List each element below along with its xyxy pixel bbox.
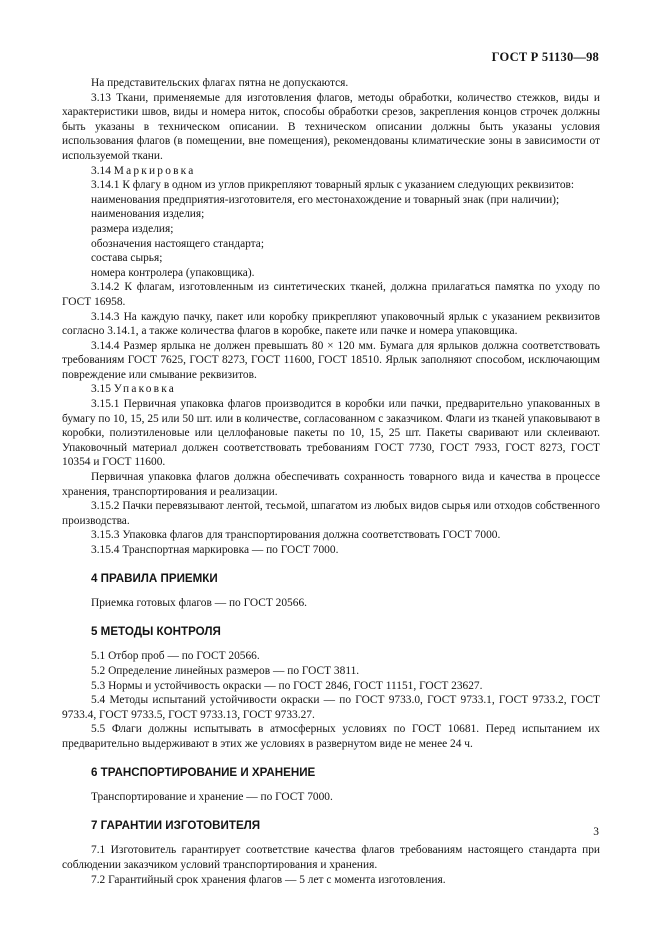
paragraph-3-14-1: 3.14.1 К флагу в одном из углов прикрепляют товарный ярлык с указанием следующих реквизитов: — [91, 179, 575, 192]
list-item: наименования изделия; — [91, 208, 205, 221]
subsection-number: 3.15 — [91, 383, 111, 396]
paragraph-3-15-4: 3.15.4 Транспортная маркировка — по ГОСТ 7000. — [91, 544, 339, 556]
paragraph: На представительских флагах пятна не допускаются. — [91, 77, 349, 89]
list-item: обозначения настоящего стандарта; — [91, 237, 265, 250]
paragraph-3-15-1: 3.15.1 Первичная упаковка флагов производится в коробки или пачки, предварительно упакованных в бумагу по 10, 15, 25 или 50 шт. или в количестве, согласованном с заказчиком. Флаги из тканей упаковывают в коробки, полиэтиленовые или целлофановые пакеты по 10, 15, 25 шт. Пакеты сваривают или склеивают. Упаковочный материал должен соответствовать требованиям ГОСТ 7730, ГОСТ 7933, ГОСТ 8273, ГОСТ 10354 и ГОСТ 11600. — [62, 398, 600, 469]
section-6-heading: 6 ТРАНСПОРТИРОВАНИЕ И ХРАНЕНИЕ — [91, 765, 316, 779]
paragraph-7-1: 7.1 Изготовитель гарантирует соответствие качества флагов требованиям настоящего стандарта при соблюдении заказчиком условий транспортирования и хранения. — [62, 844, 600, 871]
paragraph-5-1: 5.1 Отбор проб — по ГОСТ 20566. — [91, 650, 260, 663]
paragraph-7-2: 7.2 Гарантийный срок хранения флагов — 5 лет с момента изготовления. — [91, 873, 446, 886]
page-number: 3 — [593, 826, 599, 838]
list-item: состава сырья; — [91, 252, 163, 265]
document-header: ГОСТ Р 51130—98 — [491, 50, 599, 64]
paragraph-3-15-3: 3.15.3 Упаковка флагов для транспортирования должна соответствовать ГОСТ 7000. — [91, 529, 501, 542]
section-5-heading: 5 МЕТОДЫ КОНТРОЛЯ — [91, 624, 221, 638]
paragraph-3-14-3: 3.14.3 На каждую пачку, пакет или коробку прикрепляют упаковочный ярлык с указанием реквизитов согласно 3.14.1, а также количества флагов в коробке, пакете или пачке и номера упаковщика. — [62, 310, 600, 338]
list-item: номера контролера (упаковщика). — [91, 266, 255, 279]
subsection-title: Упаковка — [113, 383, 177, 396]
paragraph-3-14-2: 3.14.2 К флагам, изготовленным из синтетических тканей, должна прилагаться памятка по уходу по ГОСТ 16958. — [62, 281, 600, 308]
list-item: наименования предприятия-изготовителя, его местонахождение и товарный знак (при наличии); — [91, 193, 560, 206]
subsection-number: 3.14 — [91, 164, 111, 177]
paragraph-3-15-2: 3.15.2 Пачки перевязывают лентой, тесьмой, шпагатом из любых видов сырья или отходов собственного производства. — [62, 500, 600, 527]
paragraph-5-2: 5.2 Определение линейных размеров — по ГОСТ 3811. — [91, 664, 360, 677]
paragraph-5-4: 5.4 Методы испытаний устойчивости окраски — по ГОСТ 9733.0, ГОСТ 9733.1, ГОСТ 9733.2, ГОСТ 9733.4, ГОСТ 9733.5, ГОСТ 9733.13, ГОСТ 9733.27. — [62, 694, 600, 721]
paragraph-4: Приемка готовых флагов — по ГОСТ 20566. — [91, 597, 307, 610]
paragraph-3-14-4: 3.14.4 Размер ярлыка не должен превышать 80 × 120 мм. Бумага для ярлыков должна соответствовать требованиям ГОСТ 7625, ГОСТ 8273, ГОСТ 11600, ГОСТ 18510. Ярлык заполняют способом, исключающим повреждение или смывание реквизитов. — [62, 339, 600, 381]
subsection-3-15-heading — [62, 382, 600, 397]
document-body — [62, 76, 600, 887]
list-item: размера изделия; — [91, 222, 174, 235]
subsection-title: Маркировка — [113, 164, 196, 177]
subsection-3-14-heading — [62, 164, 600, 179]
paragraph-3-15-1-continued: Первичная упаковка флагов должна обеспечивать сохранность товарного вида и качества в процессе хранения, транспортирования и реализации. — [62, 471, 600, 498]
paragraph-5-5: 5.5 Флаги должны испытывать в атмосферных условиях по ГОСТ 10681. Перед испытанием их предварительно выдерживают в этих же условиях в развернутом виде не менее 24 ч. — [62, 723, 600, 750]
paragraph-6: Транспортирование и хранение — по ГОСТ 7000. — [91, 791, 333, 804]
section-7-heading: 7 ГАРАНТИИ ИЗГОТОВИТЕЛЯ — [91, 818, 261, 832]
paragraph-5-3: 5.3 Нормы и устойчивость окраски — по ГОСТ 2846, ГОСТ 11151, ГОСТ 23627. — [91, 679, 483, 692]
paragraph-3-13: 3.13 Ткани, применяемые для изготовления флагов, методы обработки, количество стежков, виды и характеристики швов, виды и номера ниток, способы обработки срезов, закрепления концов строчек должны быть указаны в техническом описании. В техническом описании должны быть указаны условия использования флагов (в помещении, вне помещения), рекомендованы климатические зоны в зависимости от используемой ткани. — [62, 91, 600, 162]
section-4-heading: 4 ПРАВИЛА ПРИЕМКИ — [91, 571, 218, 585]
